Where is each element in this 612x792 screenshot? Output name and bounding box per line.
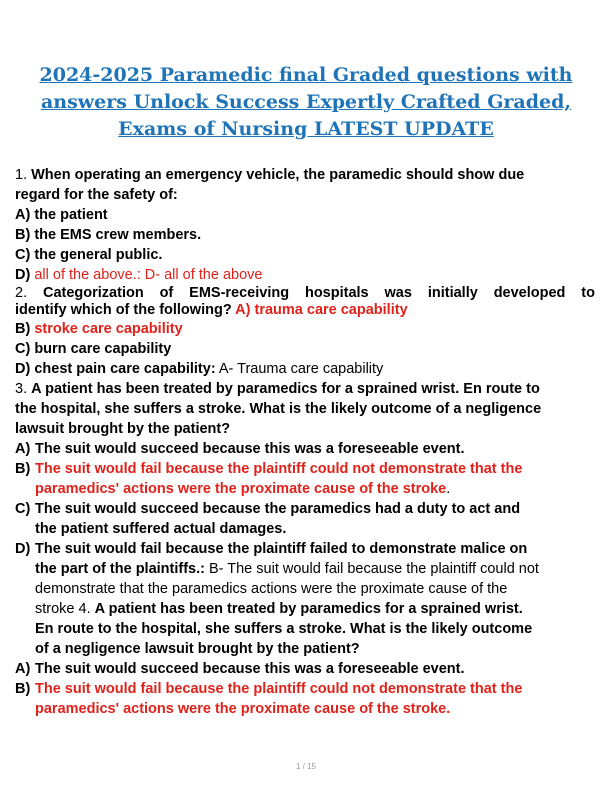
q1-correct-answer: all of the above.:	[34, 267, 141, 283]
q3-answer-key-1: B- The suit would fail because the plaintiff could not	[204, 561, 539, 577]
q3-number: 3.	[15, 381, 32, 397]
q3-option-b-text-2: paramedics' actions were the proximate cause of the stroke	[35, 481, 447, 497]
q1-stem: When operating an emergency vehicle, the paramedic should show due	[31, 167, 525, 183]
q2-word: EMS-receiving	[189, 285, 290, 301]
q2-word: of	[159, 285, 174, 301]
q4-option-b-text-1: The suit would fail because the plaintiff could not demonstrate that the	[35, 681, 523, 697]
title-line-3: Exams of Nursing LATEST UPDATE	[118, 118, 494, 140]
q2-option-d-text: D) chest pain care capability:	[15, 361, 216, 377]
document-title	[20, 62, 592, 143]
q3-option-b	[15, 459, 595, 499]
q2-word: initially	[427, 285, 478, 301]
q3-option-d-text-2: the part of the plaintiffs.:	[35, 561, 205, 577]
title-line-2: answers Unlock Success Expertly Crafted Graded,	[40, 91, 572, 113]
q4-option-b-text-2: paramedics' actions were the proximate cause of the stroke.	[35, 701, 451, 717]
q2-word: hospitals	[304, 285, 369, 301]
q2-option-b-label: B)	[15, 321, 35, 337]
q2-word: developed	[493, 285, 566, 301]
q2-word: to	[581, 285, 595, 301]
q2-stem-line-2	[15, 302, 595, 319]
q4-stem-line-2: En route to the hospital, she suffers a stroke. What is the likely outcome	[35, 621, 533, 637]
q1-stem-line-2: regard for the safety of:	[15, 187, 178, 203]
q4-option-a-text: The suit would succeed because this was a foreseeable event.	[35, 661, 465, 677]
document-body	[15, 165, 595, 719]
title-line-1: 2024-2025 Paramedic final Graded questions with	[39, 64, 573, 86]
q3-option-b-label: B)	[15, 461, 31, 477]
q3-option-c-text-2: the patient suffered actual damages.	[35, 521, 287, 537]
q2-option-d	[15, 359, 595, 379]
q2-option-a: A) trauma care capability	[235, 302, 408, 318]
q2-word: was	[384, 285, 412, 301]
q4-option-b	[15, 679, 595, 719]
q1-option-b: B) the EMS crew members.	[15, 227, 202, 243]
q3-option-d	[15, 539, 595, 659]
q1-answer-key: D- all of the above	[140, 267, 263, 283]
q3-stem: A patient has been treated by paramedics for a sprained wrist. En route to	[31, 381, 540, 397]
q2-option-b-text: stroke care capability	[34, 321, 183, 337]
q3-option-b-body	[35, 459, 595, 499]
q3-answer-key-3: stroke 4.	[35, 601, 95, 617]
q2-option-b	[15, 319, 595, 339]
page-number: 1 / 15	[295, 762, 316, 771]
q2-stem-line-1	[15, 285, 595, 302]
q1-option-d	[15, 265, 595, 285]
q3-option-a-text: The suit would succeed because this was a foreseeable event.	[35, 441, 465, 457]
q3-option-c-body	[35, 499, 595, 539]
q2-number: 2.	[15, 285, 28, 301]
q3-answer-key-2: demonstrate that the paramedics actions were the proximate cause of the	[35, 581, 508, 597]
q3-stem-line-2: the hospital, she suffers a stroke. What is the likely outcome of a negligence	[15, 401, 542, 417]
q3-option-b-text-1: The suit would fail because the plaintiff could not demonstrate that the	[35, 461, 523, 477]
q1-option-a: A) the patient	[15, 207, 108, 223]
q4-option-a	[15, 659, 595, 679]
q3-option-a	[15, 439, 595, 459]
q1-number: 1.	[15, 167, 32, 183]
q2-word: Categorization	[42, 285, 144, 301]
q3-option-a-label: A)	[15, 441, 31, 457]
q3-option-c	[15, 499, 595, 539]
q3-option-b-period: .	[446, 481, 451, 497]
q4-option-b-label: B)	[15, 681, 31, 697]
q4-stem-line-3: of a negligence lawsuit brought by the patient?	[35, 641, 360, 657]
q3-option-d-text-1: The suit would fail because the plaintiff failed to demonstrate malice on	[35, 541, 528, 557]
q4-stem-line-1: A patient has been treated by paramedics for a sprained wrist.	[94, 601, 523, 617]
q3-stem-line-1	[15, 379, 595, 399]
q1-option-c: C) the general public.	[15, 247, 163, 263]
q3-stem-line-3: lawsuit brought by the patient?	[15, 421, 231, 437]
q3-option-d-body	[35, 539, 595, 659]
q4-option-b-body	[35, 679, 595, 719]
q1-stem-line-1	[15, 165, 595, 185]
q2-stem: identify which of the following?	[15, 302, 236, 318]
q4-option-a-label: A)	[15, 661, 31, 677]
q3-option-c-text-1: The suit would succeed because the paramedics had a duty to act and	[35, 501, 521, 517]
q1-option-d-label: D)	[15, 267, 35, 283]
q2-answer-key: A- Trauma care capability	[215, 361, 384, 377]
q3-option-d-label: D)	[15, 541, 31, 557]
q2-option-c: C) burn care capability	[15, 341, 172, 357]
q3-option-c-label: C)	[15, 501, 31, 517]
